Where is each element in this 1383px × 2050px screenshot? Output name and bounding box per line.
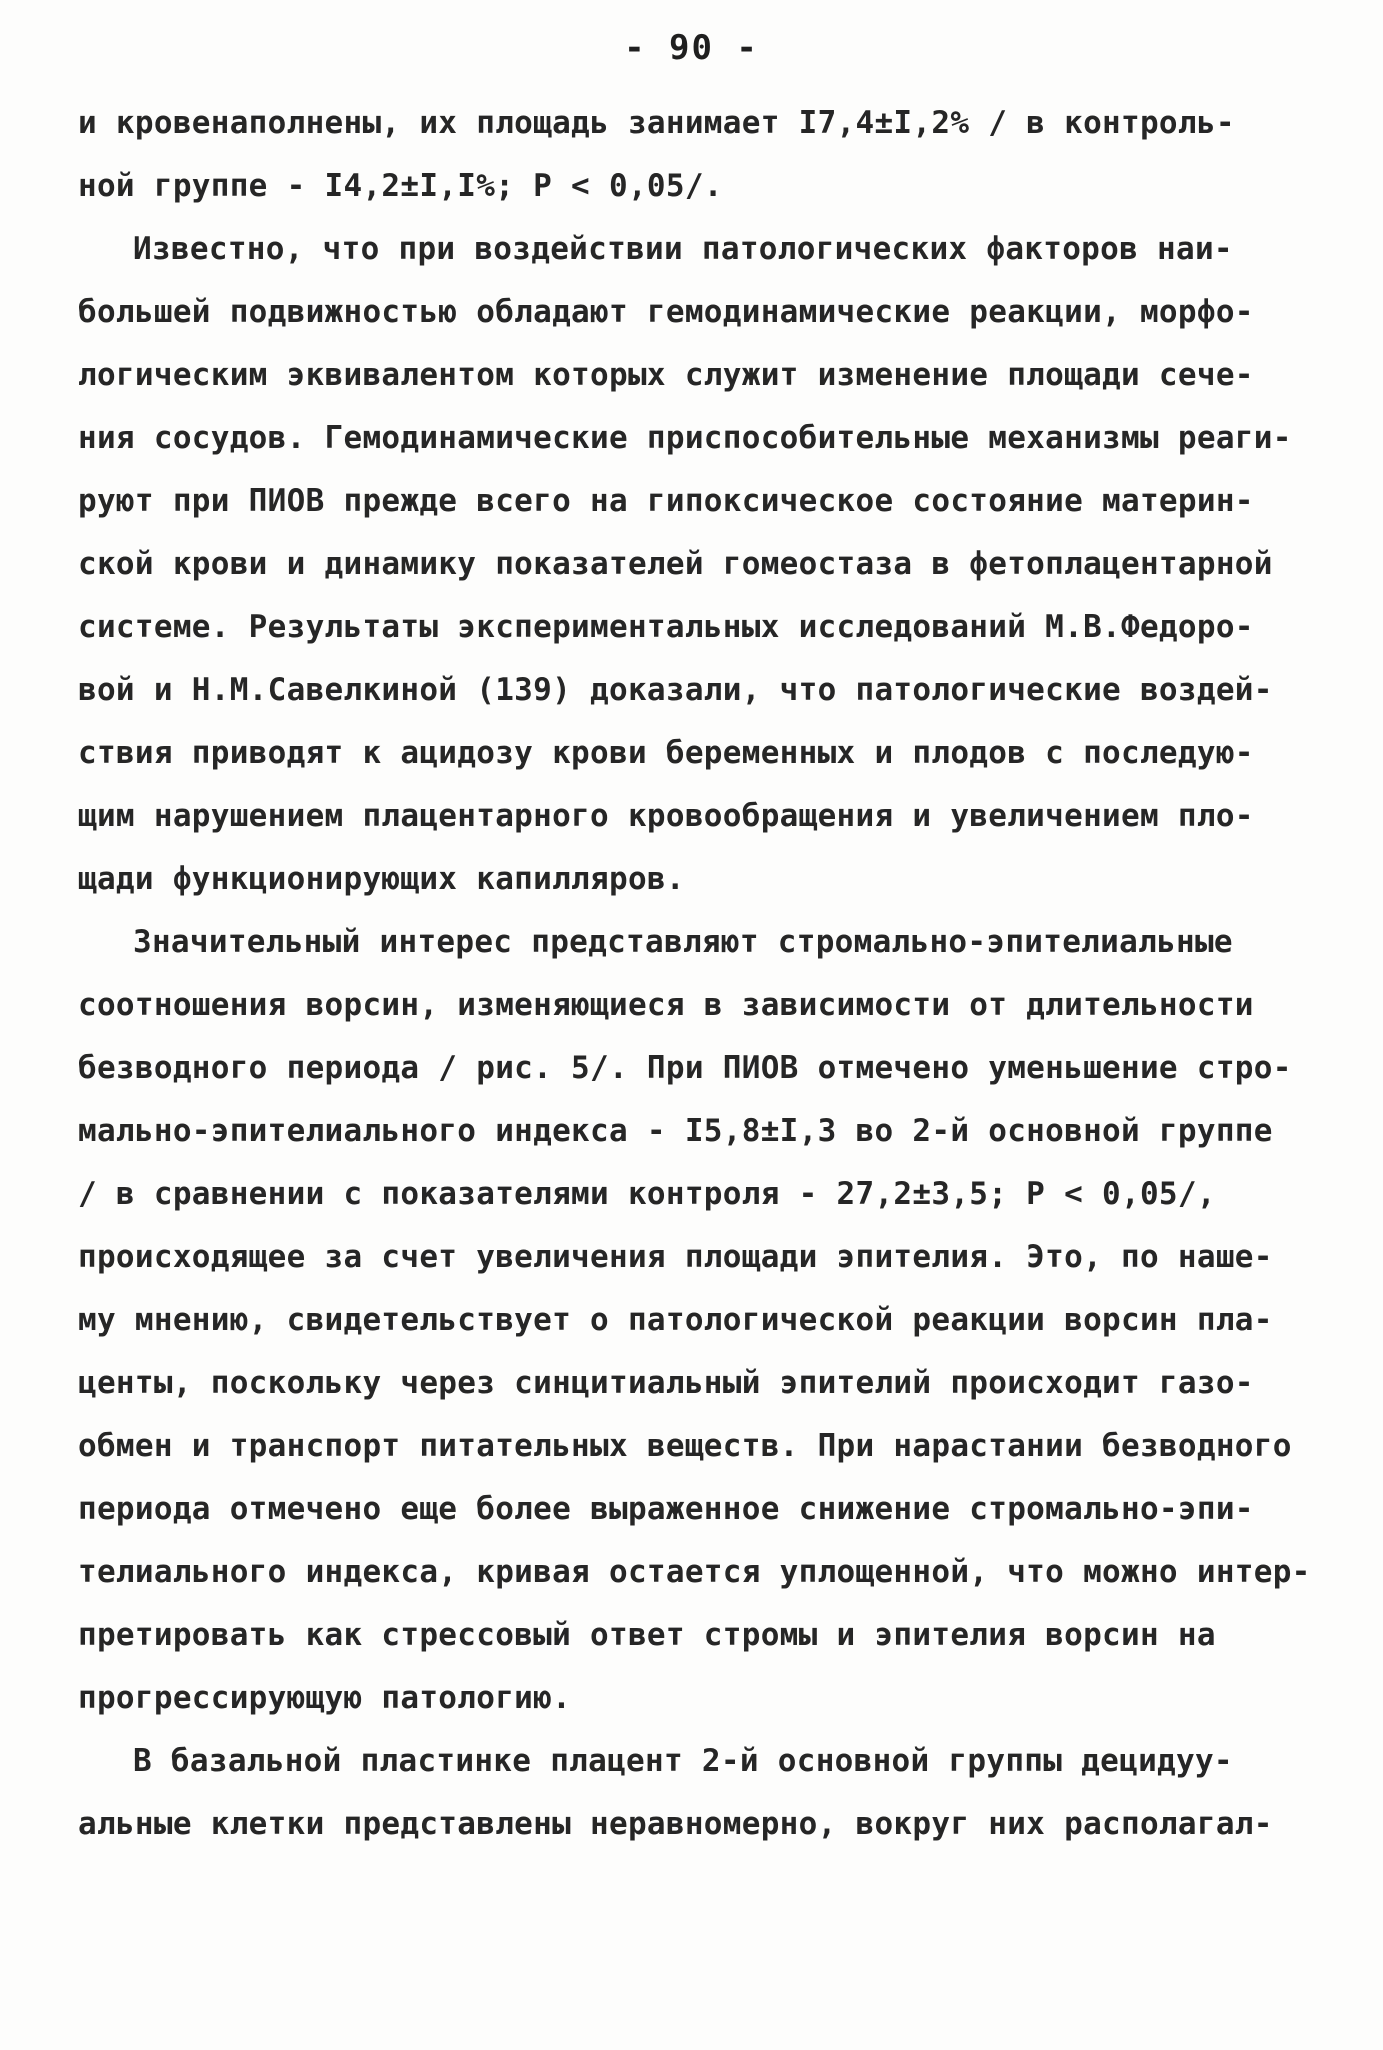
text-line: обмен и транспорт питательных веществ. При нарастании безводного [78, 1428, 1292, 1464]
paragraph-2 [78, 218, 1308, 911]
text-line: и кровенаполнены, их площадь занимает I7,4±I,2% / в контроль- [78, 105, 1235, 141]
paragraph-1 [78, 92, 1308, 218]
text-line: ствия приводят к ацидозу крови беременных и плодов с последую- [78, 735, 1254, 771]
text-line: прогрессирующую патологию. [78, 1680, 572, 1716]
paragraph-3 [78, 911, 1311, 1730]
text-line: большей подвижностью обладают гемодинамические реакции, морфо- [78, 294, 1254, 330]
text-line: центы, поскольку через синцитиальный эпителий происходит газо- [78, 1365, 1254, 1401]
body-text [78, 92, 1311, 1856]
text-line: претировать как стрессовый ответ стромы и эпителия ворсин на [78, 1617, 1216, 1653]
text-line: альные клетки представлены неравномерно, вокруг них располагал- [78, 1806, 1273, 1842]
text-line: Значительный интерес представляют стромально-эпителиальные [133, 924, 1233, 960]
text-line: безводного периода / рис. 5/. При ПИОВ отмечено уменьшение стро- [78, 1050, 1292, 1086]
page-number: - 90 - [624, 28, 759, 68]
text-line: руют при ПИОВ прежде всего на гипоксическое состояние материн- [78, 483, 1254, 519]
text-line: щади функционирующих капилляров. [78, 861, 685, 897]
text-line: телиального индекса, кривая остается уплощенной, что можно интер- [78, 1554, 1311, 1590]
text-line: системе. Результаты экспериментальных исследований М.В.Федоро- [78, 609, 1254, 645]
text-line: Известно, что при воздействии патологических факторов наи- [133, 231, 1233, 267]
text-line: соотношения ворсин, изменяющиеся в зависимости от длительности [78, 987, 1254, 1023]
text-line: му мнению, свидетельствует о патологической реакции ворсин пла- [78, 1302, 1273, 1338]
paragraph-4 [78, 1730, 1308, 1856]
text-line: / в сравнении с показателями контроля - 27,2±3,5; P < 0,05/, [78, 1176, 1216, 1212]
text-line: происходящее за счет увеличения площади эпителия. Это, по наше- [78, 1239, 1273, 1275]
text-line: мально-эпителиального индекса - I5,8±I,3 во 2-й основной группе [78, 1113, 1273, 1149]
text-line: щим нарушением плацентарного кровообращения и увеличением пло- [78, 798, 1254, 834]
text-line: В базальной пластинке плацент 2-й основной группы децидуу- [133, 1743, 1233, 1779]
text-line: ния сосудов. Гемодинамические приспособительные механизмы реаги- [78, 420, 1292, 456]
text-line: ной группе - I4,2±I,I%; P < 0,05/. [78, 168, 723, 204]
text-line: ской крови и динамику показателей гомеостаза в фетоплацентарной [78, 546, 1273, 582]
text-line: вой и Н.М.Савелкиной (139) доказали, что патологические воздей- [78, 672, 1273, 708]
text-line: логическим эквивалентом которых служит изменение площади сече- [78, 357, 1254, 393]
text-line: периода отмечено еще более выраженное снижение стромально-эпи- [78, 1491, 1254, 1527]
